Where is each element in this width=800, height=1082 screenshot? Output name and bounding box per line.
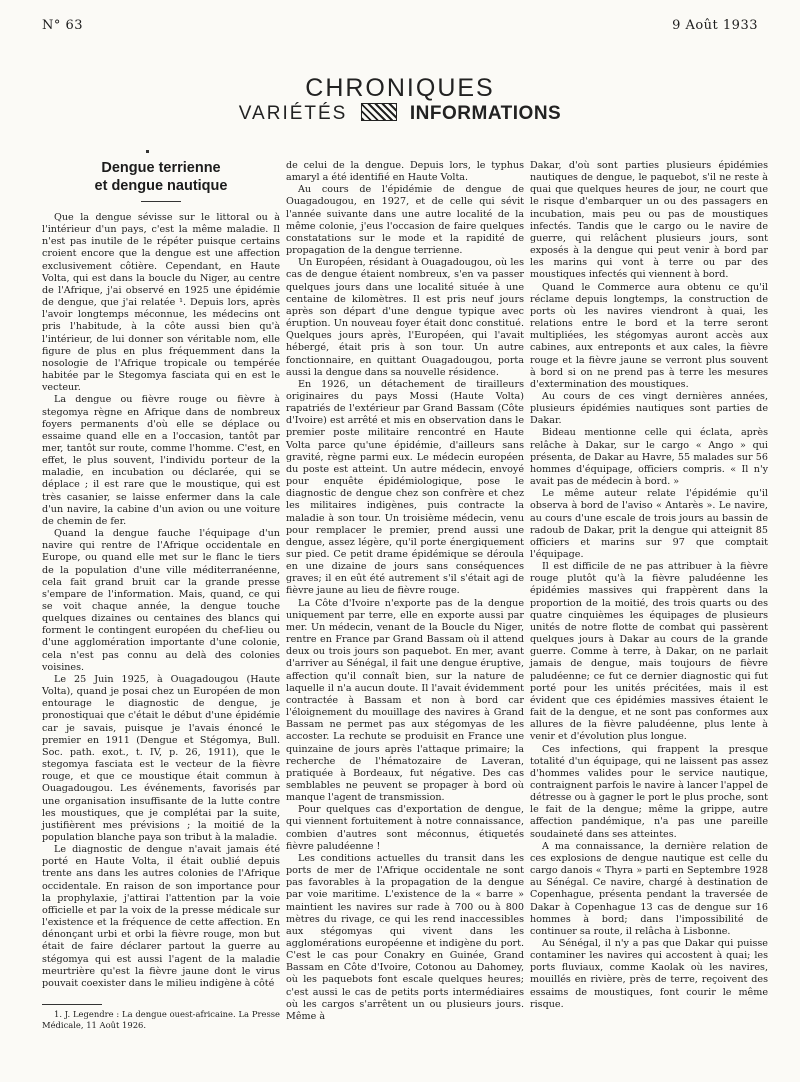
paragraph: Que la dengue sévisse sur le littoral ou à l'intérieur d'un pays, c'est la même maladie. Il n'est pas inutile de le répéter puisque certains croient encore que la dengue est une affection exclusivement côtière. Cependant, en Haute Volta, qui est dans la boucle du Niger, au centre de l'Afrique, j'ai observé en 1925 une épidémie de dengue, que j'ai relatée ¹. Depuis lors, après l'avoir longtemps méconnue, les médecins ont pris l'habitude, à la côte aussi bien qu'à l'intérieur, de lui donner son véritable nom, elle figure de plus en plus fréquemment dans la nosologie de l'Afrique tropicale ou tempérée habitée par le Stegomya fasciata qui en est le vecteur. — [42, 212, 280, 394]
column-3 — [530, 160, 768, 1011]
article-title-line-1: Dengue terrienne — [101, 160, 221, 176]
paragraph: Dakar, d'où sont parties plusieurs épidémies nautiques de dengue, le paquebot, s'il ne reste à quai que quelques heures de jour, ne court que le risque d'embarquer un ou des passagers en incubation, mais peu ou pas de moustiques infectés. Tandis que le cargo ou le navire de guerre, qui relâchent plusieurs jours, sont exposés à la dengue qui peut venir à bord par les marins qui vont à terre ou par des moustiques infectés qui viennent à bord. — [530, 160, 768, 281]
paragraph: Le même auteur relate l'épidémie qu'il observa à bord de l'aviso « Antarès ». Le navire, au cours d'une escale de trois jours au bassin de radoub de Dakar, prit la dengue qui atteignit 85 officiers et marins sur 97 que comptait l'équipage. — [530, 488, 768, 560]
paragraph: Pour quelques cas d'exportation de dengue, qui viennent fortuitement à notre connaissance, combien d'autres sont méconnus, étiquetés fièvre paludéenne ! — [286, 804, 524, 852]
paragraph: Au Sénégal, il n'y a pas que Dakar qui puisse contaminer les navires qui accostent à quai; les ports fluviaux, comme Kaolak où les navires, mouillés en rivière, près de terre, reçoivent des essaims de moustiques, font courir le même risque. — [530, 938, 768, 1010]
title-rule — [141, 201, 181, 202]
issue-date: 9 Août 1933 — [672, 18, 758, 33]
paragraph: Au cours de l'épidémie de dengue de Ouagadougou, en 1927, et de celle qui sévit l'année suivante dans une autre localité de la même colonie, j'eus l'occasion de faire quelques constatations sur le mode et la rapidité de propagation de la dengue terrienne. — [286, 184, 524, 257]
subtitle-informations: INFORMATIONS — [409, 103, 562, 124]
paragraph: Ces infections, qui frappent la presque totalité d'un équipage, qui ne laissent pas assez d'hommes valides pour le service nautique, contraignent parfois le navire à lancer l'appel de détresse ou à gagner le port le plus proche, sont le fait de la dengue; même la grippe, autre affection pandémique, n'a pas une pareille soudaineté dans ses atteintes. — [530, 743, 768, 840]
issue-number: N° 63 — [42, 18, 84, 33]
paragraph: Bideau mentionne celle qui éclata, après relâche à Dakar, sur le cargo « Ango » qui présenta, de Dakar au Havre, 55 malades sur 56 hommes d'équipage, officiers compris. « Il n'y avait pas de médecin à bord. » — [530, 427, 768, 488]
section-subtitle — [0, 103, 800, 125]
paragraph: Le 25 Juin 1925, à Ouagadougou (Haute Volta), quand je posai chez un Européen de mon entourage le diagnostic de dengue, je pronostiquai que c'était le début d'une épidémie car je savais, puisque je l'avais énoncé le premier en 1911 (Dengue et Stégomya, Bull. Soc. path. exot., t. IV, p. 26, 1911), que le stegomya fasciata est le vecteur de la fièvre rouge, et que ce moustique était commun à Ouagadougou. Les événements, favorisés par une organisation insuffisante de la lutte contre les moustiques, que je complétai par la suite, justifièrent mes prévisions ; la moitié de la population blanche paya son tribut à la maladie. — [42, 673, 280, 843]
footnote: 1. J. Legendre : La dengue ouest-africaine. La Presse Médicale, 11 Août 1926. — [42, 1009, 280, 1030]
paragraph: Quand la dengue fauche l'équipage d'un navire qui rentre de l'Afrique occidentale en Europe, ou quand elle met sur le flanc le tiers de la population d'une ville méditerranéenne, cela fait grand bruit car la grande presse s'empare de l'information. Mais, quand, ce qui se voit chaque année, la dengue touche quelques dizaines ou centaines des blancs qui forment le contingent européen du chef-lieu ou d'une agglomération importante d'une colonie, cela n'est pas connu au delà des colonies voisines. — [42, 528, 280, 673]
section-title: CHRONIQUES — [305, 74, 495, 102]
paragraph: Les conditions actuelles du transit dans les ports de mer de l'Afrique occidentale ne sont pas favorables à la propagation de la dengue par voie maritime. L'existence de la « barre » maintient les navires sur rade à 700 ou à 800 mètres du rivage, ce qui les rend inaccessibles aux stégomyas qui vivent dans les agglomérations européenne et indigène du port. C'est le cas pour Conakry en Guinée, Grand Bassam en Côte d'Ivoire, Cotonou au Dahomey, où les paquebots font escale quelques heures; c'est aussi le cas de petits ports intermédiaires où les cargos s'arrêtent un ou plusieurs jours. Même à — [286, 852, 524, 1022]
paragraph: En 1926, un détachement de tirailleurs originaires du pays Mossi (Haute Volta) rapatriés de l'extérieur par Grand Bassam (Côte d'Ivoire) est arrêté et mis en observation dans le premier poste militaire rencontré en Haute Volta parce qu'une épidémie, d'ailleurs sans gravité, règne parmi eux. Le médecin européen du poste est atteint. Un autre médecin, envoyé pour enquête épidémiologique, pose le diagnostic de dengue chez son confrère et chez les militaires indigènes, puis contracte la maladie à son tour. Un troisième médecin, venu pour remplacer le premier, prend aussi une dengue, assez légère, qu'il porte énergiquement sur pied. Ce petit drame épidémique se déroula en une dizaine de jours sans conséquences graves; il en eût été autrement s'il s'était agi de fièvre jaune au lieu de fièvre rouge. — [286, 378, 524, 597]
paragraph: Le diagnostic de dengue n'avait jamais été porté en Haute Volta, il était oublié depuis trente ans dans les autres colonies de l'Afrique occidentale. En raison de son importance pour la prophylaxie, j'attirai l'attention par la voie officielle et par la voix de la presse médicale sur l'existence et la fréquence de cette affection. En dénonçant urbi et orbi la fièvre rouge, mon but était de faire déclarer partout la guerre au stégomya qui est aussi l'agent de la maladie meurtrière qu'est la fièvre jaune dont le virus pouvait coexister dans le milieu indigène à côté — [42, 844, 280, 989]
article-title — [42, 159, 280, 195]
paragraph: Au cours de ces vingt dernières années, plusieurs épidémies nautiques sont parties de Dakar. — [530, 390, 768, 427]
ornament-dot — [146, 150, 149, 153]
paragraph: La Côte d'Ivoire n'exporte pas de la dengue uniquement par terre, elle en exporte aussi par mer. Un médecin, venant de la Boucle du Niger, rentre en France par Grand Bassam où il attend deux ou trois jours son paquebot. En mer, avant d'arriver au Sénégal, il fait une dengue éruptive, affection qu'il connaît bien, sur la nature de laquelle il n'a aucun doute. Il l'avait évidemment contractée à Bassam et non à bord car l'éloignement du mouillage des navires à Grand Bassam ne permet pas aux stégomyas de les accoster. La rechute se produisit en France une quinzaine de jours après l'attaque primaire; la recherche de l'hématozaire de Laveran, pratiquée à Bordeaux, fut négative. Des cas semblables ne peuvent se propager à bord où manque l'agent de transmission. — [286, 597, 524, 804]
paragraph: Un Européen, résidant à Ouagadougou, où les cas de dengue étaient nombreux, s'en va passer quelques jours dans une localité située à une centaine de kilomètres. Il est pris neuf jours après son départ d'une dengue typique avec éruption. Un nouveau foyer était donc constitué. Quelques jours après, l'Européen, qui l'avait hébergé, était pris à son tour. Un autre fonctionnaire, en quittant Ouagadougou, porta aussi la dengue dans sa nouvelle résidence. — [286, 257, 524, 378]
ornament-icon — [361, 103, 397, 121]
paragraph: A ma connaissance, la dernière relation de ces explosions de dengue nautique est celle du cargo danois « Thyra » parti en Septembre 1928 au Sénégal. Ce navire, chargé à destination de Copenhague, présenta pendant la traversée de Dakar à Copenhague 13 cas de dengue sur 16 hommes à bord; dans l'impossibilité de continuer sa route, il relâcha à Lisbonne. — [530, 840, 768, 937]
footnote-rule — [42, 1004, 102, 1005]
paragraph: La dengue ou fièvre rouge ou fièvre à stegomya règne en Afrique dans de nombreux foyers permanents d'où elle se déplace ou essaime quand elle en a l'occasion, tantôt par mer, tantôt sur route, comme l'homme. C'est, en effet, le plus souvent, l'individu porteur de la maladie, en incubation ou déclarée, qui se déplace ; il est rare que le moustique, qui est très casanier, se laisse enfermer dans la cale d'un navire, la cabine d'un avion ou une voiture de chemin de fer. — [42, 394, 280, 527]
subtitle-varietes: VARIÉTÉS — [238, 103, 348, 124]
column-2 — [286, 160, 524, 1023]
paragraph: Il est difficile de ne pas attribuer à la fièvre rouge plutôt qu'à la fièvre paludéenne les épidémies massives qui frappèrent dans la proportion de la moitié, des trois quarts ou des quatre cinquièmes les équipages de plusieurs unités de notre flotte de combat qui passèrent quelques jours à Dakar au cours de la grande guerre. Comme à terre, à Dakar, on ne parlait jamais de dengue, mais toujours de fièvre paludéenne; ce fut ce dernier diagnostic qui fut porté pour les unités précitées, mais il est évident que ces épidémies massives étaient le fait de la dengue, et ne sont pas conformes aux allures de la fièvre paludéenne, plus lente à venir et d'évolution plus longue. — [530, 561, 768, 743]
paragraph: Quand le Commerce aura obtenu ce qu'il réclame depuis longtemps, la construction de ports où les navires viendront à quai, les relations entre le bord et la terre seront multipliées, les stégomyas auront accès aux cabines, aux entreponts et aux cales, la fièvre rouge et la fièvre jaune se verront plus souvent à bord si on ne prend pas à terre les mesures d'extermination des moustiques. — [530, 281, 768, 390]
article-title-line-2: et dengue nautique — [94, 178, 228, 194]
column-1 — [42, 160, 280, 1031]
paragraph: de celui de la dengue. Depuis lors, le typhus amaryl a été identifié en Haute Volta. — [286, 160, 524, 184]
